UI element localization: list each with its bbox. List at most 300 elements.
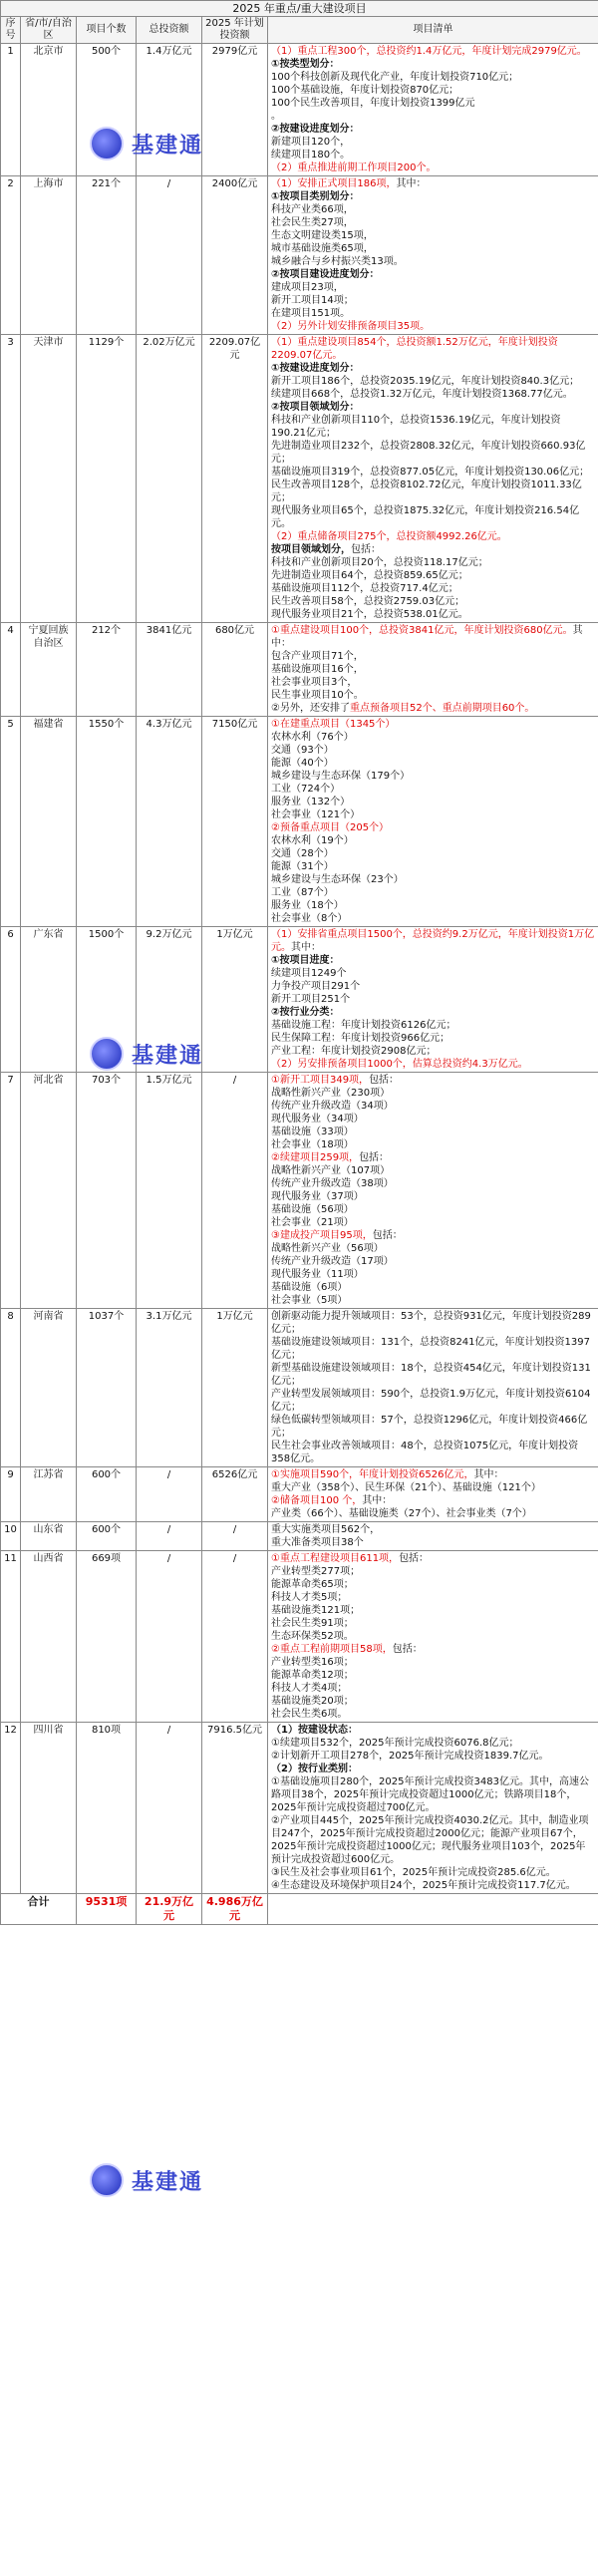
project-line-text: ②续建项目259项， (271, 1152, 360, 1163)
project-line-text: 能源革命类12项； (271, 1670, 354, 1681)
project-list-line (271, 1203, 595, 1216)
project-line-tail: 其中： (291, 942, 321, 953)
project-list-line (271, 203, 595, 216)
project-list-line (271, 320, 595, 333)
project-line-text: 农林水利（76个） (271, 732, 354, 743)
total-investment-cell: 4.3万亿元 (137, 717, 202, 927)
project-list-line (271, 757, 595, 770)
project-list-line (271, 744, 595, 757)
project-list-line (271, 663, 595, 676)
watermark-logo-icon (90, 2163, 124, 2197)
project-line-tail: 其中： (362, 1495, 393, 1506)
project-list-line (271, 928, 595, 954)
project-line-text: 现代服务业（34项） (271, 1114, 364, 1125)
project-line-text: 能源（31个） (271, 861, 334, 872)
watermark-text: 基建通 (132, 133, 204, 159)
project-list-line (271, 1074, 595, 1087)
project-list-line (271, 71, 595, 84)
project-list-line (271, 1617, 595, 1630)
project-line-text: 社会民生类91项； (271, 1618, 354, 1629)
project-list-cell (268, 1723, 598, 1894)
project-list-line (271, 1216, 595, 1229)
row-number: 3 (1, 335, 21, 623)
row-number: 6 (1, 927, 21, 1073)
project-line-text: 新型基础设施建设领域项目：18个，总投资454亿元，年度计划投资131亿元； (271, 1363, 591, 1387)
plan-investment-cell: / (202, 1073, 268, 1309)
province-cell: 山东省 (21, 1522, 77, 1551)
total-row (1, 1894, 598, 1925)
project-list-line (271, 97, 595, 110)
project-line-text: ①在建重点项目（1345个） (271, 719, 396, 730)
project-line-text: 科技产业类66项， (271, 204, 354, 215)
project-list-line (271, 543, 595, 556)
project-list-line (271, 783, 595, 796)
project-count-cell: 600个 (77, 1522, 137, 1551)
project-line-text: 交通（93个） (271, 745, 334, 756)
project-line-text: ③建成投产项目95项， (271, 1230, 373, 1241)
project-count-cell: 1550个 (77, 717, 137, 927)
project-line-text: （2）另外计划安排预备项目35项。 (271, 321, 431, 332)
project-line-text: 重大准备类项目38个 (271, 1537, 364, 1548)
project-line-tail: 包括： (372, 1230, 403, 1241)
province-cell: 四川省 (21, 1723, 77, 1894)
total-items-empty (268, 1894, 598, 1925)
watermark-logo-icon (90, 1037, 124, 1071)
project-list-line (271, 770, 595, 783)
project-line-text: 传统产业升级改造（17项） (271, 1256, 394, 1267)
project-list-line (271, 336, 595, 362)
table-row (1, 335, 598, 623)
project-list-line (271, 1481, 595, 1494)
project-list-line (271, 1775, 595, 1814)
project-list-line (271, 401, 595, 414)
province-cell: 宁夏回族自治区 (21, 623, 77, 717)
project-line-text: 新开工项目14项； (271, 295, 354, 306)
project-line-text: 100个基础设施，年度计划投资870亿元； (271, 85, 459, 96)
project-list-line (271, 1006, 595, 1019)
table-row (1, 1522, 598, 1551)
project-line-text: 社会事业项目3个， (271, 677, 358, 688)
project-line-text: 生态环保类52项。 (271, 1631, 354, 1642)
watermark-text: 基建通 (132, 1043, 204, 1069)
project-list-line (271, 1126, 595, 1138)
project-line-text: 现代服务业项目21个，总投资538.01亿元。 (271, 609, 468, 620)
project-line-text: 新开工项目251个 (271, 994, 351, 1005)
total-investment-cell: 3841亿元 (137, 623, 202, 717)
project-line-text: ④生态建设及环境保护项目24个，2025年预计完成投资117.7亿元。 (271, 1880, 576, 1891)
total-plan: 4.986万亿元 (202, 1894, 268, 1925)
project-line-text: 基础设施类20项； (271, 1696, 354, 1707)
project-line-text: 城乡建设与生态环保（179个） (271, 771, 411, 782)
project-list-line (271, 388, 595, 401)
project-line-text: 在建项目151项。 (271, 308, 351, 319)
project-count-cell: 669项 (77, 1551, 137, 1723)
project-line-text: 能源（40个） (271, 758, 334, 769)
project-line-text: 社会事业（121个） (271, 809, 361, 820)
project-line-text: 现代服务业（11项） (271, 1269, 364, 1280)
project-line-text: 产业工程：年度计划投资2908亿元； (271, 1046, 437, 1057)
project-line-text: 科技和产业创新项目20个，总投资118.17亿元； (271, 557, 488, 568)
project-list-line (271, 1177, 595, 1190)
project-list-line (271, 161, 595, 174)
project-list-line (271, 190, 595, 203)
project-list-line (271, 676, 595, 689)
row-number: 1 (1, 44, 21, 176)
row-number: 12 (1, 1723, 21, 1894)
project-line-text: 建成项目23项， (271, 282, 344, 293)
project-list-line (271, 281, 595, 294)
project-list-line (271, 1281, 595, 1294)
project-line-text: ①基础设施项目280个，2025年预计完成投资3483亿元。其中，高速公路项目38个，2025年预计完成投资超过1000亿元；铁路项目18个，2025年预计完成投资超过700亿元。 (271, 1776, 589, 1813)
project-list-line (271, 608, 595, 621)
plan-investment-cell: 7916.5亿元 (202, 1723, 268, 1894)
total-investment-cell: / (137, 176, 202, 335)
plan-investment-cell: 1万亿元 (202, 1309, 268, 1467)
watermark (90, 122, 279, 165)
project-list-line (271, 886, 595, 899)
project-line-text: 现代服务业（37项） (271, 1191, 364, 1202)
project-line-text: ①按建设进度划分： (271, 363, 360, 374)
project-list-line (271, 362, 595, 375)
project-list-line (271, 1336, 595, 1362)
project-list-line (271, 1032, 595, 1045)
project-list-line (271, 1604, 595, 1617)
project-line-text: 新建项目120个， (271, 137, 351, 148)
table-row (1, 1467, 598, 1522)
project-list-line (271, 149, 595, 161)
project-line-text: 民生社会事业改善领域项目：48个，总投资1075亿元，年度计划投资358亿元。 (271, 1441, 579, 1464)
project-line-text: 现代服务业项目65个，总投资1875.32亿元，年度计划投资216.54亿元。 (271, 505, 580, 529)
project-line-text: 农林水利（19个） (271, 835, 354, 846)
plan-investment-cell: 680亿元 (202, 623, 268, 717)
project-line-text: 科技人才类4项； (271, 1683, 348, 1694)
row-number: 10 (1, 1522, 21, 1551)
project-list-line (271, 1268, 595, 1281)
project-list-line (271, 689, 595, 702)
project-line-text: 社会事业（18项） (271, 1139, 354, 1150)
project-list-cell (268, 1467, 598, 1522)
plan-investment-cell: 2400亿元 (202, 176, 268, 335)
project-count-cell: 1129个 (77, 335, 137, 623)
project-line-text: 科技和产业创新项目110个，总投资1536.19亿元，年度计划投资190.21亿元； (271, 415, 561, 439)
watermark-logo-icon (90, 127, 124, 161)
project-line-text: 基础设施（6项） (271, 1282, 348, 1293)
project-line-text: 生态文明建设类15项， (271, 230, 374, 241)
row-number: 11 (1, 1551, 21, 1723)
project-line-text: ②按建设进度划分： (271, 124, 360, 135)
project-line-text: （1）安排正式项目186项， (271, 178, 397, 189)
project-list-line (271, 1523, 595, 1536)
project-line-text: 基础设施项目112个，总投资717.4亿元； (271, 583, 458, 594)
project-list-line (271, 1536, 595, 1549)
project-line-text: ②产业项目445个，2025年预计完成投资4030.2亿元。其中，制造业项目247个，2025年预计完成投资超过2000亿元；能源产业项目67个，2025年预计完成投资超过1000亿元；现代服务业项目103个，2025年预计完成投资超过600亿元。 (271, 1815, 589, 1865)
header-province: 省/市/自治区 (21, 17, 77, 44)
project-list-line (271, 1388, 595, 1414)
plan-investment-cell: 2979亿元 (202, 44, 268, 176)
project-line-text: 先进制造业项目64个，总投资859.65亿元； (271, 570, 468, 581)
project-line-text: 产业转型发展领域项目：590个，总投资1.9万亿元，年度计划投资6104亿元； (271, 1389, 591, 1413)
project-line-text: 基础设施（56项） (271, 1204, 354, 1215)
project-line-text: ②重点工程前期项目58项， (271, 1644, 393, 1655)
project-list-line (271, 294, 595, 307)
table-row (1, 1073, 598, 1309)
project-list-line (271, 624, 595, 650)
province-cell: 河北省 (21, 1073, 77, 1309)
project-list-line (271, 1879, 595, 1892)
row-number: 9 (1, 1467, 21, 1522)
project-list-line (271, 582, 595, 595)
project-list-line (271, 1362, 595, 1388)
project-list-line (271, 650, 595, 663)
project-list-line (271, 414, 595, 440)
plan-investment-cell: / (202, 1551, 268, 1723)
project-list-line (271, 229, 595, 242)
project-line-text: 力争投产项目291个 (271, 981, 361, 992)
total-investment-cell: / (137, 1551, 202, 1723)
project-list-line (271, 479, 595, 504)
project-list-cell (268, 176, 598, 335)
project-list-line (271, 1255, 595, 1268)
project-list-cell (268, 1073, 598, 1309)
project-list-line (271, 1045, 595, 1058)
project-list-line (271, 1724, 595, 1737)
project-line-text: ②按项目领域划分： (271, 402, 360, 413)
total-investment-cell: / (137, 1467, 202, 1522)
project-list-line (271, 967, 595, 980)
project-line-text: 能源革命类65项； (271, 1579, 354, 1590)
project-list-line (271, 1294, 595, 1307)
project-line-tail: 其中： (271, 625, 583, 649)
project-list-line (271, 980, 595, 993)
project-list-line (271, 1019, 595, 1032)
project-line-text: 交通（28个） (271, 848, 334, 859)
project-list-line (271, 1737, 595, 1750)
project-line-text: （2）按行业类别： (271, 1764, 358, 1774)
project-list-line (271, 1507, 595, 1520)
project-list-line (271, 821, 595, 834)
project-list-line (271, 58, 595, 71)
project-list-line (271, 1138, 595, 1151)
plan-investment-cell: 7150亿元 (202, 717, 268, 927)
project-list-line (271, 440, 595, 466)
project-list-line (271, 1468, 595, 1481)
project-list-line (271, 1695, 595, 1708)
project-count-cell: 810项 (77, 1723, 137, 1894)
project-list-line (271, 860, 595, 873)
project-line-text: 基础设施（33项） (271, 1127, 354, 1137)
project-list-line (271, 307, 595, 320)
project-list-line (271, 702, 595, 715)
project-line-text: 产业类（66个）、基础设施类（27个）、社会事业类（7个） (271, 1508, 532, 1519)
project-list-line (271, 1814, 595, 1866)
table-row (1, 1309, 598, 1467)
project-list-line (271, 731, 595, 744)
project-line-tail: 其中： (473, 1469, 504, 1480)
project-line-text: 服务业（18个） (271, 900, 344, 911)
project-line-text: 社会事业（5项） (271, 1295, 348, 1306)
project-list-cell (268, 927, 598, 1073)
project-line-text: 民生改善项目128个，总投资8102.72亿元，年度计划投资1011.33亿元； (271, 480, 582, 503)
project-line-tail: 其中： (396, 178, 427, 189)
project-line-text: 社会事业（21项） (271, 1217, 354, 1228)
project-line-text: （2）另安排预备项目1000个，估算总投资约4.3万亿元。 (271, 1059, 528, 1070)
project-list-line (271, 1578, 595, 1591)
project-count-cell: 1037个 (77, 1309, 137, 1467)
project-line-text: （1）重点工程300个，总投资约1.4万亿元，年度计划完成2979亿元。 (271, 46, 587, 57)
project-list-line (271, 1565, 595, 1578)
project-list-cell (268, 44, 598, 176)
project-line-text: 续建项目668个，总投资1.32万亿元，年度计划投资1368.77亿元。 (271, 389, 573, 400)
project-line-text: 工业（724个） (271, 784, 341, 795)
table-row (1, 623, 598, 717)
project-line-text: ②按行业分类： (271, 1007, 340, 1018)
project-count-cell: 212个 (77, 623, 137, 717)
project-list-line (271, 1682, 595, 1695)
project-list-line (271, 556, 595, 569)
project-list-line (271, 1414, 595, 1440)
project-line-text: 社会民生类27项， (271, 217, 354, 228)
row-number: 7 (1, 1073, 21, 1309)
project-line-text: 100个科技创新及现代化产业，年度计划投资710亿元； (271, 72, 519, 83)
project-list-cell (268, 717, 598, 927)
watermark (90, 1032, 279, 1076)
project-list-cell (268, 1522, 598, 1551)
project-line-text: 民生保障工程：年度计划投资966亿元； (271, 1033, 450, 1044)
row-number: 4 (1, 623, 21, 717)
project-line-text: 。 (271, 111, 281, 122)
project-list-line (271, 954, 595, 967)
project-line-text: 先进制造业项目232个，总投资2808.32亿元，年度计划投资660.93亿元； (271, 441, 586, 465)
project-line-text: ①按类型划分： (271, 59, 340, 70)
project-list-line (271, 1310, 595, 1336)
project-line-text: ①新开工项目349项， (271, 1075, 370, 1086)
project-line-text: ②计划新开工项目278个，2025年预计完成投资1839.7亿元。 (271, 1751, 549, 1762)
project-line-text: 续建项目1249个 (271, 968, 347, 979)
project-list-line (271, 1087, 595, 1100)
province-cell: 山西省 (21, 1551, 77, 1723)
province-cell: 江苏省 (21, 1467, 77, 1522)
project-line-text: 科技人才类5项； (271, 1592, 348, 1603)
project-list-line (271, 796, 595, 808)
project-list-line (271, 466, 595, 479)
project-line-text: 战略性新兴产业（107项） (271, 1165, 391, 1176)
project-line-text: 基础设施建设领域项目：131个，总投资8241亿元，年度计划投资1397亿元； (271, 1337, 590, 1361)
total-investment-cell: / (137, 1723, 202, 1894)
project-list-line (271, 1591, 595, 1604)
project-line-text: ①重点建设项目100个，总投资3841亿元，年度计划投资680亿元。 (271, 625, 573, 636)
watermark (90, 2158, 279, 2202)
project-line-text: 创新驱动能力提升领域项目：53个，总投资931亿元，年度计划投资289亿元； (271, 1311, 591, 1335)
project-list-line (271, 912, 595, 925)
project-count-cell: 600个 (77, 1467, 137, 1522)
project-list-line (271, 84, 595, 97)
project-line-text: ①按项目类别划分： (271, 191, 360, 202)
project-line-text: ③民生及社会事业项目61个，2025年预计完成投资285.6亿元。 (271, 1867, 556, 1878)
project-list-line (271, 216, 595, 229)
project-list-line (271, 504, 595, 530)
project-list-line (271, 1164, 595, 1177)
project-list-line (271, 808, 595, 821)
project-list-cell (268, 335, 598, 623)
table-row (1, 1551, 598, 1723)
project-list-line (271, 595, 595, 608)
project-count-cell: 500个 (77, 44, 137, 176)
row-number: 2 (1, 176, 21, 335)
project-line-text: 包含产业项目71个， (271, 651, 364, 662)
project-list-line (271, 530, 595, 543)
total-investment: 21.9万亿元 (137, 1894, 202, 1925)
project-line-text: 民生改善项目58个，总投资2759.03亿元； (271, 596, 465, 607)
project-line-text: 工业（87个） (271, 887, 334, 898)
project-line-text: 战略性新兴产业（230项） (271, 1088, 391, 1099)
project-list-line (271, 255, 595, 268)
project-line-text: 传统产业升级改造（34项） (271, 1101, 394, 1112)
header-plan: 2025 年计划投资额 (202, 17, 268, 44)
project-line-tail: 包括： (392, 1644, 423, 1655)
project-line-text: 传统产业升级改造（38项） (271, 1178, 394, 1189)
project-list-cell (268, 1309, 598, 1467)
province-cell: 北京市 (21, 44, 77, 176)
project-list-line (271, 1151, 595, 1164)
project-line-text: 战略性新兴产业（56项） (271, 1243, 384, 1254)
header-count: 项目个数 (77, 17, 137, 44)
project-line-text: （1）重点建设项目854个，总投资额1.52万亿元，年度计划投资2209.07亿元。 (271, 337, 558, 361)
plan-investment-cell: 6526亿元 (202, 1467, 268, 1522)
project-line-text: 基础设施工程：年度计划投资6126亿元； (271, 1020, 456, 1031)
project-list-cell (268, 1551, 598, 1723)
province-cell: 天津市 (21, 335, 77, 623)
project-list-line (271, 873, 595, 886)
project-line-text: 新开工项目186个，总投资2035.19亿元，年度计划投资840.3亿元； (271, 376, 580, 387)
plan-investment-cell: / (202, 1522, 268, 1551)
project-line-text: 民生事业项目10个。 (271, 690, 364, 701)
header-items: 项目清单 (268, 17, 598, 44)
project-line-text: 续建项目180个。 (271, 150, 351, 161)
project-line-text: 产业转型类277项； (271, 1566, 361, 1577)
project-list-line (271, 123, 595, 136)
project-line-text: 基础设施类121项； (271, 1605, 361, 1616)
project-list-line (271, 569, 595, 582)
project-list-line (271, 45, 595, 58)
watermark-text: 基建通 (132, 2169, 204, 2195)
project-line-text: 社会民生类6项。 (271, 1709, 348, 1720)
total-investment-cell: 3.1万亿元 (137, 1309, 202, 1467)
province-cell: 广东省 (21, 927, 77, 1073)
project-count-cell: 703个 (77, 1073, 137, 1309)
project-line-tail: 包括： (399, 1553, 430, 1564)
table-title: 2025 年重点/重大建设项目 (1, 1, 598, 17)
project-line-text: 重大产业（358个）、民生环保（21个）、基础设施（121个） (271, 1482, 541, 1493)
table-row (1, 717, 598, 927)
project-list-line (271, 1656, 595, 1669)
project-line-text: ②另外，还安排了 (271, 703, 350, 714)
project-line-text: 产业转型类16项； (271, 1657, 354, 1668)
project-list-line (271, 268, 595, 281)
project-count-cell: 1500个 (77, 927, 137, 1073)
project-line-text: 基础设施项目319个，总投资877.05亿元，年度计划投资130.06亿元； (271, 467, 590, 478)
project-list-line (271, 1643, 595, 1656)
project-list-cell (268, 623, 598, 717)
project-line-tail: 包括： (359, 1152, 390, 1163)
project-list-line (271, 136, 595, 149)
total-investment-cell: 1.4万亿元 (137, 44, 202, 176)
header-total: 总投资额 (137, 17, 202, 44)
project-list-line (271, 1229, 595, 1242)
project-line-text: 城市基础设施类65项， (271, 243, 374, 254)
project-list-line (271, 1763, 595, 1775)
province-cell: 上海市 (21, 176, 77, 335)
project-list-line (271, 1113, 595, 1126)
